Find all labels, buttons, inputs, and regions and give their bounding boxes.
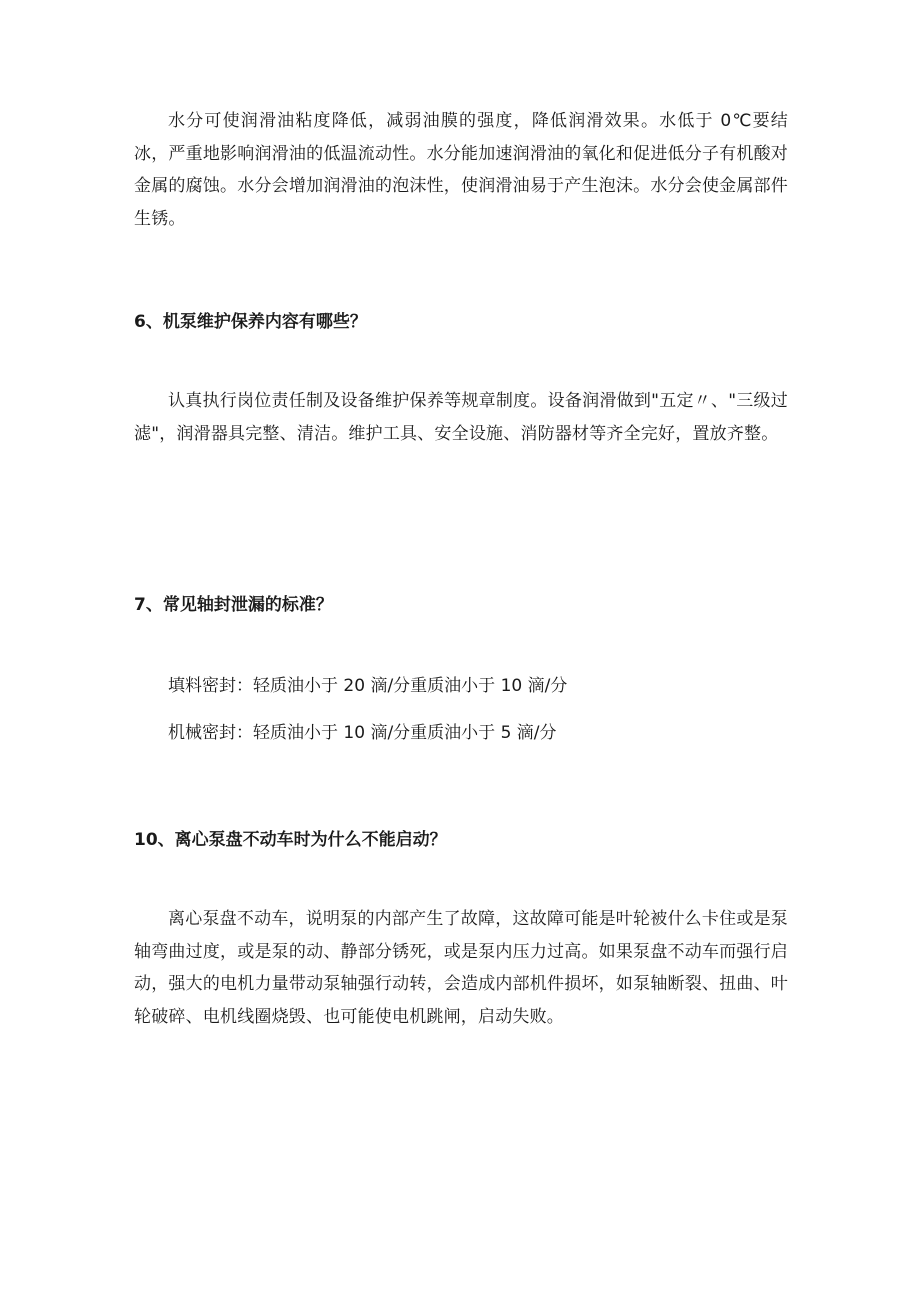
paragraph-pump-maintenance: 认真执行岗位责任制及设备维护保养等规章制度。设备润滑做到"五定〃、"三级过滤"，润滑器具完整、清洁。维护工具、安全设施、消防器材等齐全完好，置放齐整。 bbox=[134, 391, 788, 444]
line-mechanical-seal: 机械密封：轻质油小于 10 滴/分重质油小于 5 滴/分 bbox=[168, 723, 557, 743]
heading-seal-leakage-standard: 7、常见轴封泄漏的标准？ bbox=[134, 595, 333, 615]
heading-pump-cannot-start: 10、离心泵盘不动车时为什么不能启动？ bbox=[134, 830, 447, 850]
paragraph-water-effects: 水分可使润滑油粘度降低，减弱油膜的强度，降低润滑效果。水低于 0℃要结冰，严重地影响润滑油的低温流动性。水分能加速润滑油的氧化和促进低分子有机酸对金属的腐蚀。水分会增加润滑油的泡沫性，使润滑油易于产生泡沫。水分会使金属部件生锈。 bbox=[134, 111, 788, 229]
heading-pump-maintenance: 6、机泵维护保养内容有哪些？ bbox=[134, 312, 367, 332]
paragraph-pump-cannot-start: 离心泵盘不动车，说明泵的内部产生了故障，这故障可能是叶轮被什么卡住或是泵轴弯曲过度，或是泵的动、静部分锈死，或是泵内压力过高。如果泵盘不动车而强行启动，强大的电机力量带动泵轴强行动转，会造成内部机件损坏，如泵轴断裂、扭曲、叶轮破碎、电机线圈烧毁、也可能使电机跳闸，启动失败。 bbox=[134, 909, 788, 1027]
line-packing-seal: 填料密封：轻质油小于 20 滴/分重质油小于 10 滴/分 bbox=[168, 676, 568, 696]
